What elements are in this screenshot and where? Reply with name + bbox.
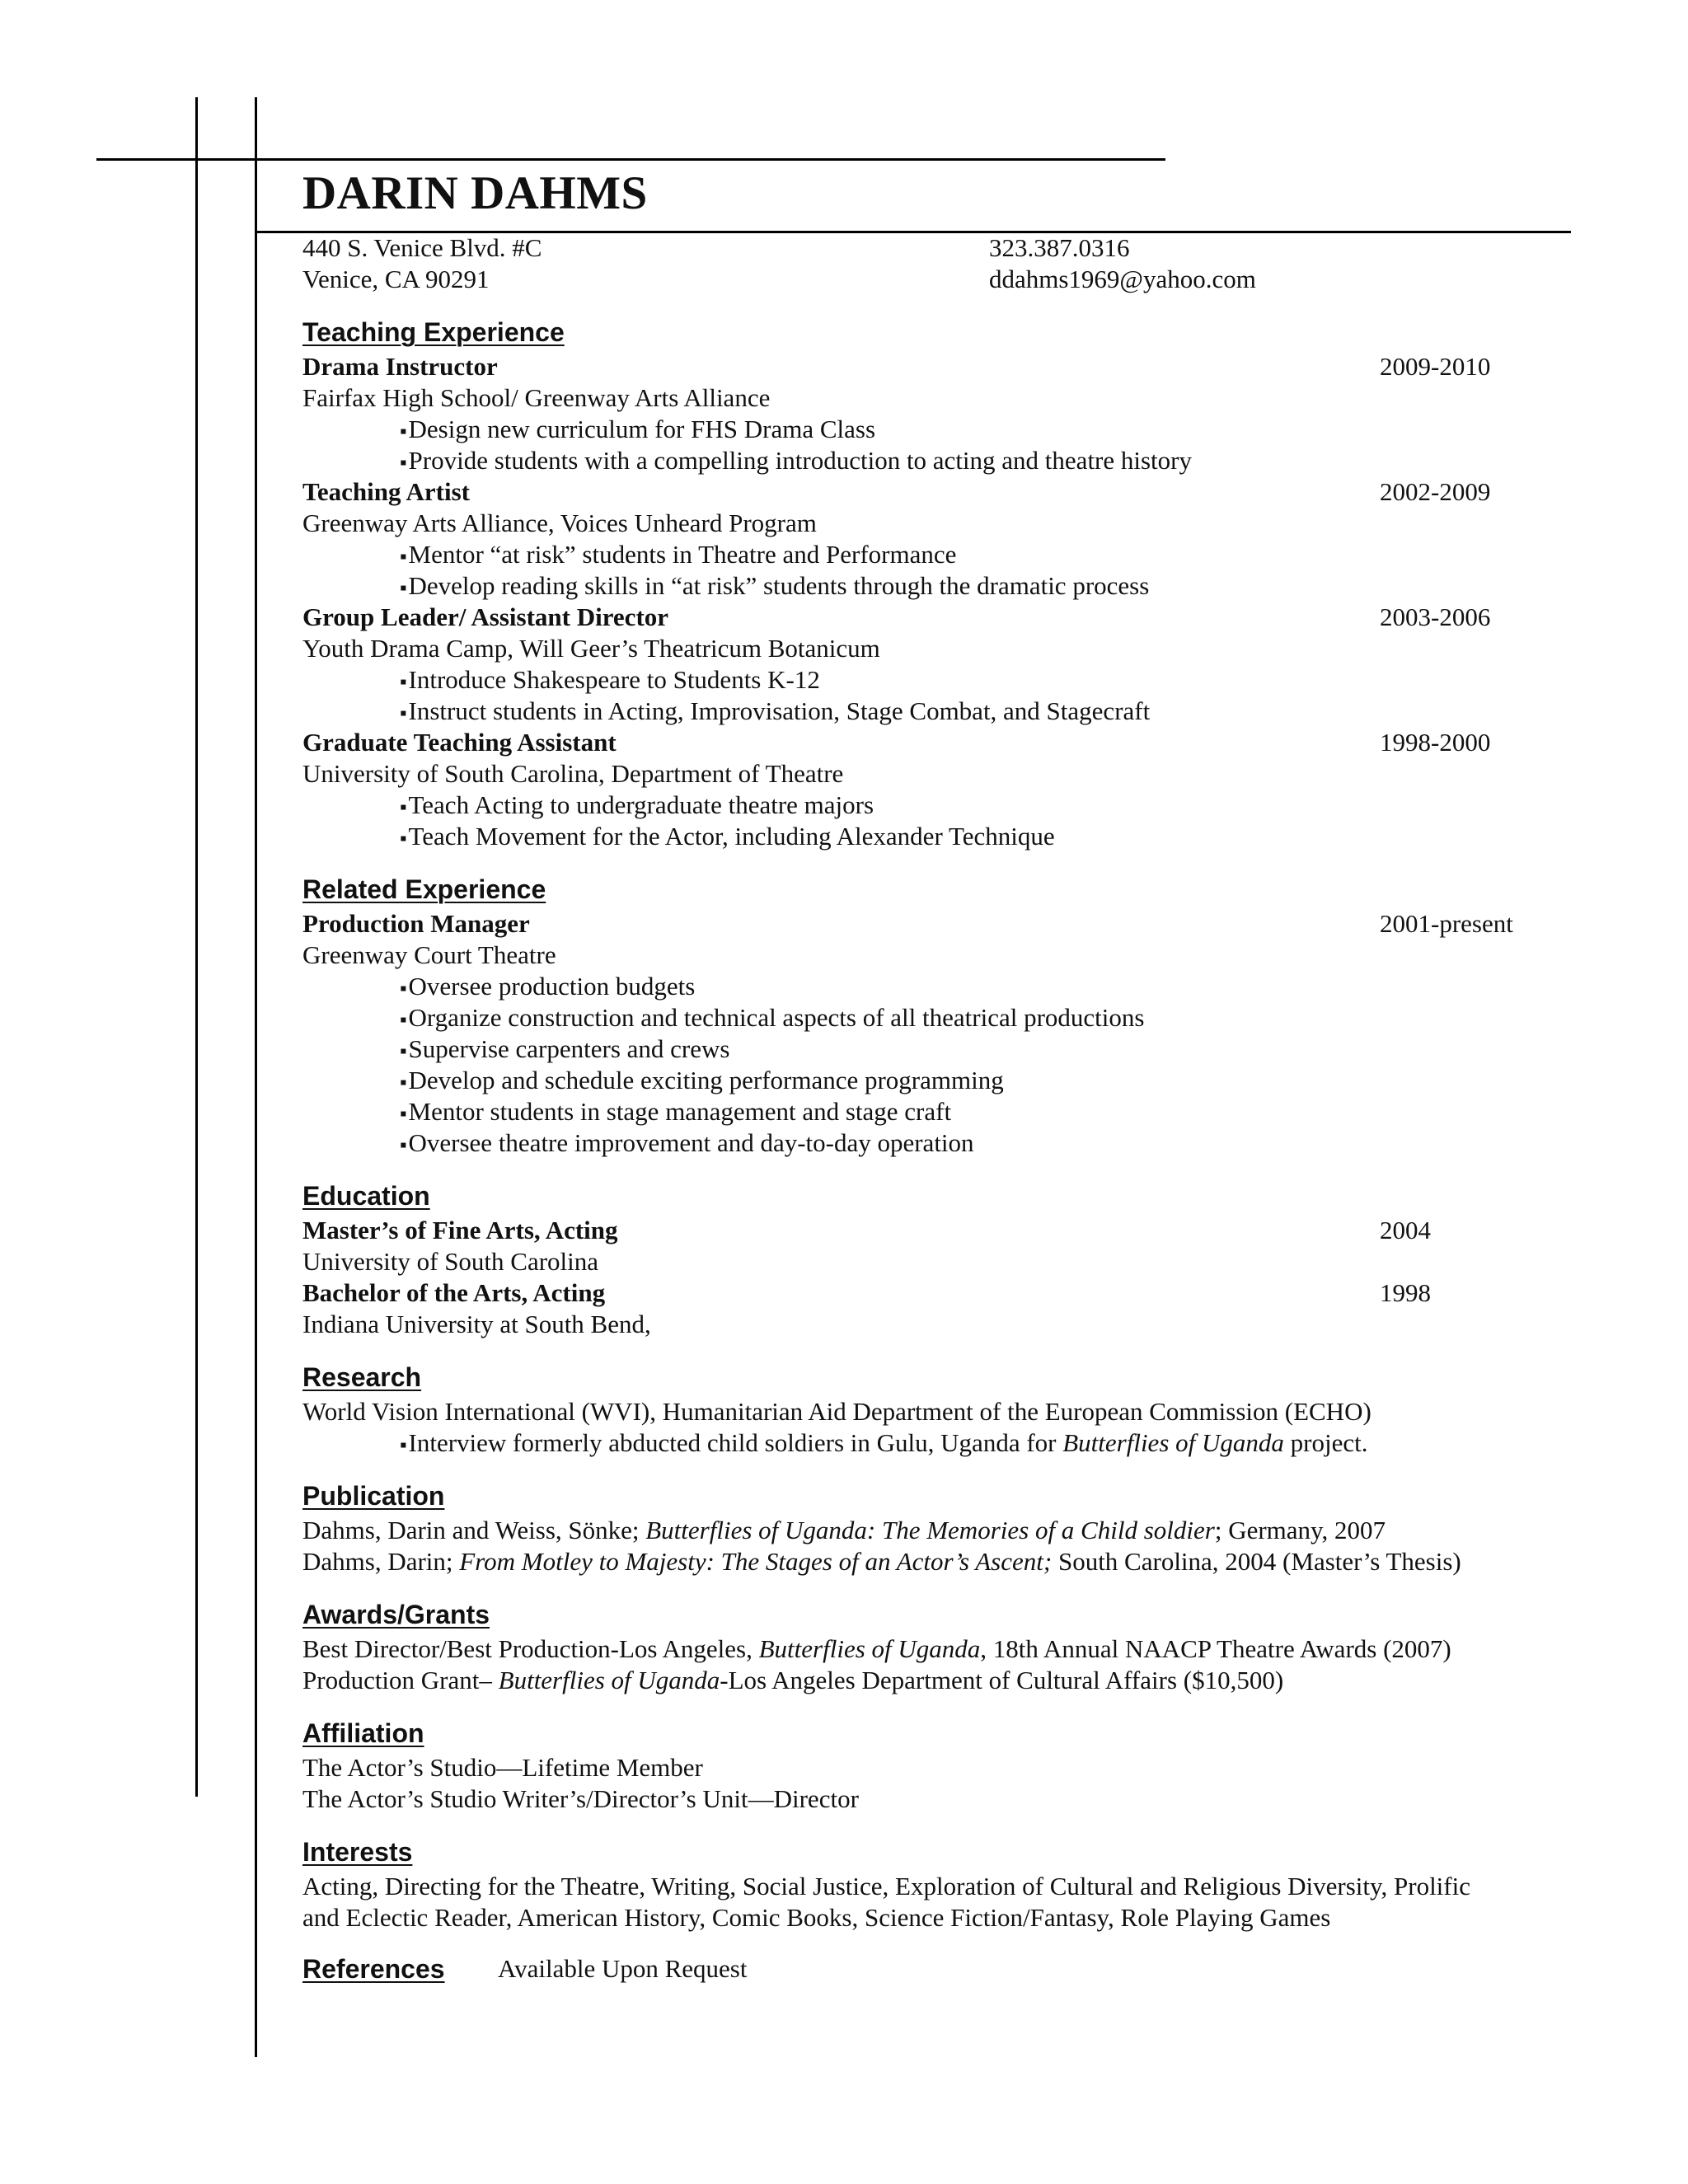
- teaching-entry: [302, 602, 1572, 727]
- entry-dates: 2001-present: [1380, 909, 1513, 938]
- resume-content: [302, 165, 1572, 1988]
- references-heading: References: [302, 1954, 445, 1984]
- publication-item: Dahms, Darin and Weiss, Sönke; Butterflies of Uganda: The Memories of a Child soldier; Germany, 2007: [302, 1516, 1386, 1544]
- entry-organization: Greenway Arts Alliance, Voices Unheard Program: [302, 509, 817, 537]
- interests-section: [302, 1836, 1572, 1933]
- entry-role: Graduate Teaching Assistant: [302, 728, 617, 757]
- references-text: Available Upon Request: [498, 1954, 748, 1983]
- right-vertical-rule: [255, 97, 257, 2057]
- affiliation-item: The Actor’s Studio Writer’s/Director’s Unit—Director: [302, 1784, 859, 1813]
- related-heading: Related Experience: [302, 874, 546, 904]
- bullet-item: ▪ Oversee production budgets: [302, 971, 1572, 1002]
- research-organizations: World Vision International (WVI), Humanitarian Aid Department of the European Commission (ECHO): [302, 1397, 1372, 1426]
- bullet-item: ▪ Provide students with a compelling introduction to acting and theatre history: [302, 445, 1572, 476]
- references-section: [302, 1953, 1572, 1988]
- entry-role: Group Leader/ Assistant Director: [302, 602, 669, 631]
- bullet-item: ▪ Design new curriculum for FHS Drama Class: [302, 414, 1572, 445]
- affiliation-item: The Actor’s Studio—Lifetime Member: [302, 1753, 703, 1782]
- bullet-item: ▪ Mentor students in stage management and stage craft: [302, 1096, 1572, 1127]
- publication-heading: Publication: [302, 1481, 445, 1511]
- bullet-item: ▪ Mentor “at risk” students in Theatre and Performance: [302, 539, 1572, 570]
- affiliation-heading: Affiliation: [302, 1718, 424, 1748]
- teaching-entry: [302, 476, 1572, 602]
- entry-role: Teaching Artist: [302, 477, 470, 506]
- interests-line: and Eclectic Reader, American History, Comic Books, Science Fiction/Fantasy, Role Playing Games: [302, 1903, 1331, 1932]
- degree-year: 2004: [1380, 1216, 1431, 1244]
- award-work-title: Butterflies of Uganda: [498, 1666, 720, 1694]
- project-title: Butterflies of Uganda: [1062, 1428, 1284, 1457]
- degree-title: Bachelor of the Arts, Acting: [302, 1278, 606, 1307]
- related-section: [302, 874, 1572, 1159]
- award-item: Best Director/Best Production-Los Angeles, Butterflies of Uganda, 18th Annual NAACP Theatre Awards (2007): [302, 1634, 1451, 1663]
- bullet-item: ▪ Oversee theatre improvement and day-to-day operation: [302, 1127, 1572, 1159]
- entry-dates: 1998-2000: [1380, 728, 1491, 757]
- school-name: Indiana University at South Bend,: [302, 1310, 651, 1338]
- school-name: University of South Carolina: [302, 1247, 599, 1276]
- teaching-entry: [302, 351, 1572, 476]
- entry-role: Production Manager: [302, 909, 530, 938]
- entry-dates: 2003-2006: [1380, 602, 1491, 631]
- entry-dates: 2002-2009: [1380, 477, 1491, 506]
- bullet-item: ▪ Interview formerly abducted child soldiers in Gulu, Uganda for Butterflies of Uganda project.: [302, 1427, 1572, 1459]
- bullet-item: ▪ Develop and schedule exciting performance programming: [302, 1065, 1572, 1096]
- bullet-item: ▪ Develop reading skills in “at risk” students through the dramatic process: [302, 570, 1572, 602]
- address-line-1: 440 S. Venice Blvd. #C: [302, 233, 542, 262]
- entry-role: Drama Instructor: [302, 352, 498, 381]
- address-line-2: Venice, CA 90291: [302, 265, 490, 293]
- interests-line: Acting, Directing for the Theatre, Writing, Social Justice, Exploration of Cultural and Religious Diversity, Prolific: [302, 1872, 1470, 1900]
- education-heading: Education: [302, 1181, 430, 1211]
- degree-year: 1998: [1380, 1278, 1431, 1307]
- candidate-name: DARIN DAHMS: [302, 167, 648, 219]
- contact-block: [302, 232, 1572, 295]
- awards-heading: Awards/Grants: [302, 1600, 490, 1629]
- education-section: [302, 1180, 1572, 1340]
- publication-title: From Motley to Majesty: The Stages of an Actor’s Ascent;: [459, 1547, 1053, 1576]
- award-work-title: Butterflies of Uganda: [758, 1634, 981, 1663]
- affiliation-section: [302, 1718, 1572, 1815]
- phone-number: 323.387.0316: [989, 233, 1130, 262]
- teaching-entry: [302, 727, 1572, 852]
- award-item: Production Grant– Butterflies of Uganda-Los Angeles Department of Cultural Affairs ($10,500): [302, 1666, 1284, 1694]
- degree-title: Master’s of Fine Arts, Acting: [302, 1216, 618, 1244]
- research-section: [302, 1361, 1572, 1459]
- bullet-item: ▪ Teach Movement for the Actor, including Alexander Technique: [302, 821, 1572, 852]
- left-vertical-rule: [195, 97, 198, 1797]
- bullet-item: ▪ Teach Acting to undergraduate theatre majors: [302, 790, 1572, 821]
- entry-organization: Youth Drama Camp, Will Geer’s Theatricum Botanicum: [302, 634, 880, 663]
- bullet-item: ▪ Instruct students in Acting, Improvisation, Stage Combat, and Stagecraft: [302, 696, 1572, 727]
- interests-heading: Interests: [302, 1837, 413, 1867]
- entry-dates: 2009-2010: [1380, 352, 1491, 381]
- bullet-item: ▪ Organize construction and technical aspects of all theatrical productions: [302, 1002, 1572, 1033]
- email-address: ddahms1969@yahoo.com: [989, 265, 1256, 293]
- entry-organization: Fairfax High School/ Greenway Arts Alliance: [302, 383, 771, 412]
- research-heading: Research: [302, 1362, 422, 1392]
- publication-title: Butterflies of Uganda: The Memories of a Child soldier: [645, 1516, 1215, 1544]
- awards-section: [302, 1599, 1572, 1696]
- entry-organization: Greenway Court Theatre: [302, 940, 556, 969]
- teaching-heading: Teaching Experience: [302, 317, 565, 347]
- publication-section: [302, 1480, 1572, 1577]
- teaching-section: [302, 316, 1572, 852]
- entry-organization: University of South Carolina, Department of Theatre: [302, 759, 844, 788]
- bullet-item: ▪ Introduce Shakespeare to Students K-12: [302, 664, 1572, 696]
- top-horizontal-rule: [96, 158, 1165, 161]
- publication-item: Dahms, Darin; From Motley to Majesty: The Stages of an Actor’s Ascent; South Carolina, 2004 (Master’s Thesis): [302, 1547, 1461, 1576]
- bullet-item: ▪ Supervise carpenters and crews: [302, 1033, 1572, 1065]
